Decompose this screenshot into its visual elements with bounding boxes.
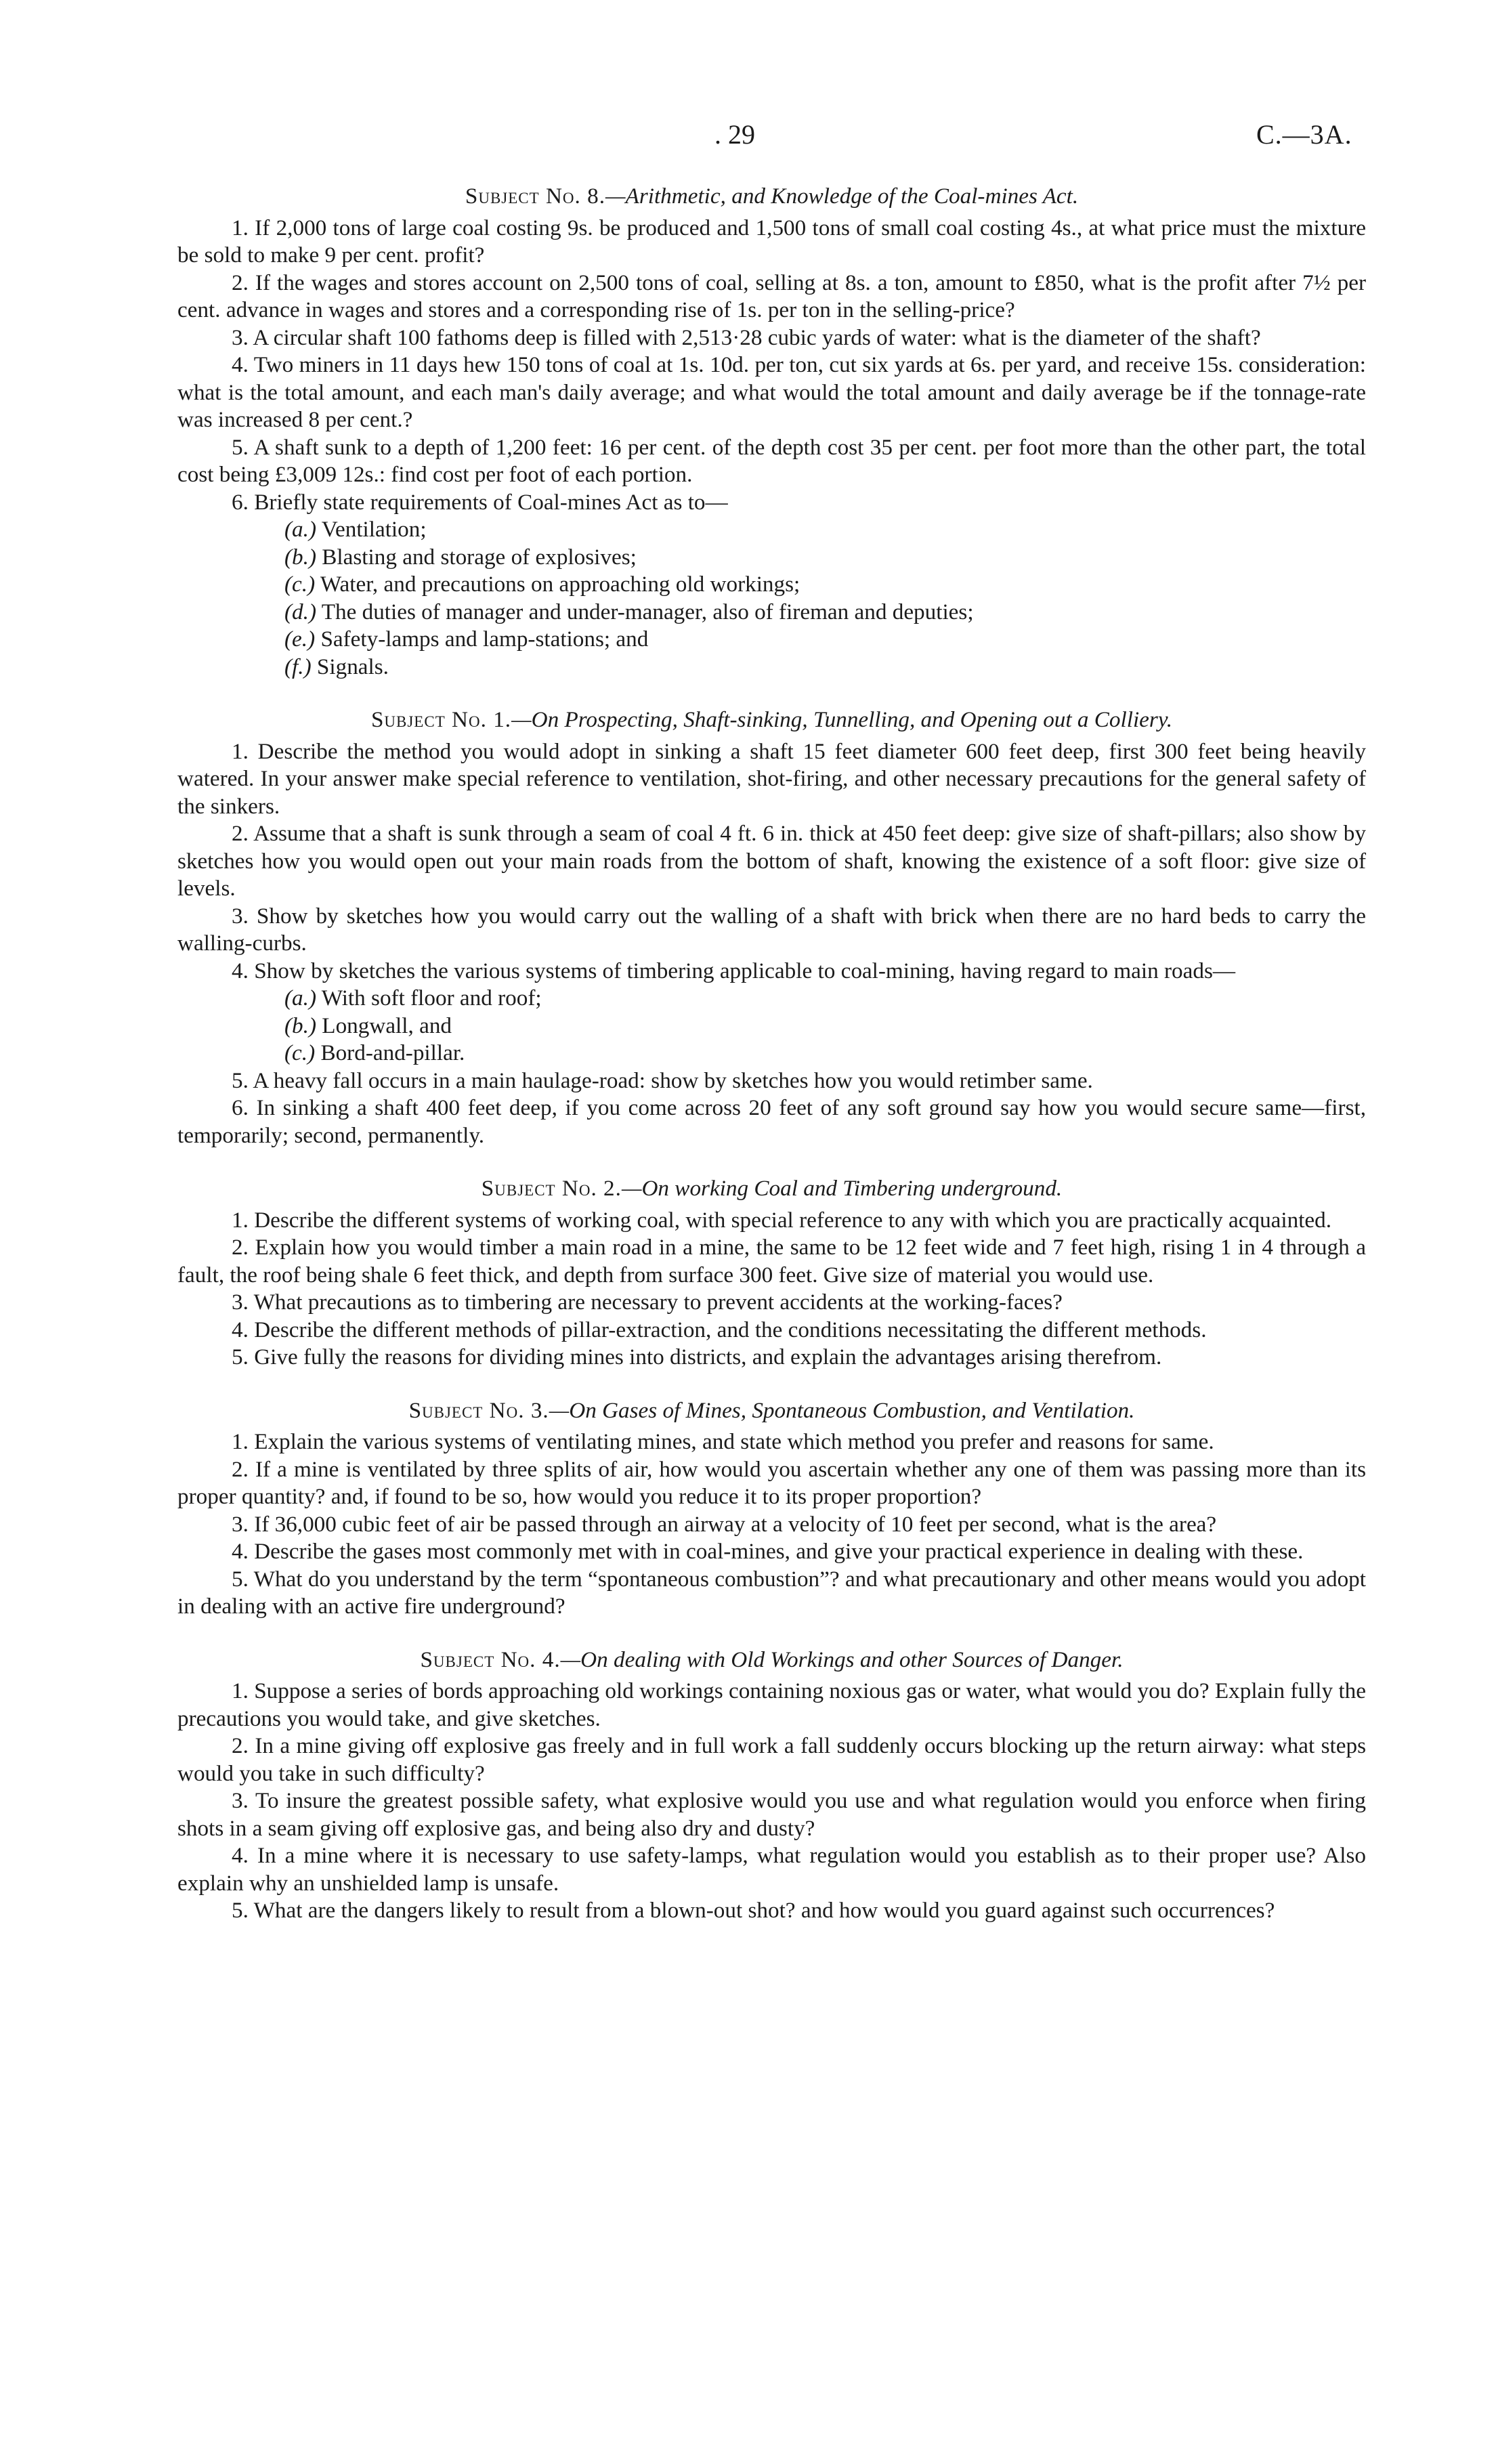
subject-heading [177, 1397, 1366, 1425]
sub-item-text: Signals. [316, 654, 389, 679]
question-sub-item [177, 1013, 1366, 1040]
subject-topic: —Arithmetic, and Knowledge of the Coal-mines Act. [605, 184, 1079, 209]
page-number: . 29 [714, 119, 755, 150]
subject-section [177, 1175, 1366, 1372]
subject-section [177, 183, 1366, 681]
question: 2. Explain how you would timber a main road in a mine, the same to be 12 feet wide and 7 feet high, rising 1 in 4 through a fault, the roof being shale 6 feet thick, and depth from surface 300 feet. Give size of material you would use. [177, 1235, 1366, 1288]
subject-number: Subject No. 4. [420, 1647, 561, 1672]
question-sub-item [177, 571, 1366, 599]
question: 4. Describe the gases most commonly met with in coal-mines, and give your practical experience in dealing with these. [232, 1539, 1304, 1564]
question: 2. If the wages and stores account on 2,500 tons of coal, selling at 8s. a ton, amount to £850, what is the profit after 7½ per cent. advance in wages and stores and a corresponding rise of 1s. per ton in the selling-price? [177, 270, 1366, 322]
question: 1. Describe the method you would adopt in sinking a shaft 15 feet diameter 600 feet deep, first 300 feet being heavily watered. In your answer make special reference to ventilation, shot-firing, and other necessary precautions for the general safety of the sinkers. [177, 738, 1366, 819]
sub-item-label: (c.) [284, 1040, 316, 1065]
subject-section [177, 1647, 1366, 1925]
sub-item-text: Safety-lamps and lamp-stations; and [320, 626, 649, 652]
subject-topic: —On dealing with Old Workings and other Sources of Danger. [560, 1647, 1124, 1672]
question-sub-item [177, 985, 1366, 1013]
question-sub-item [177, 544, 1366, 572]
question-sub-item [177, 599, 1366, 626]
page-header [0, 119, 1496, 159]
question: 1. Describe the different systems of working coal, with special reference to any with which you are practically acquainted. [232, 1207, 1332, 1233]
question: 4. Show by sketches the various systems of timbering applicable to coal-mining, having regard to main roads— [232, 958, 1236, 983]
subject-topic: —On Gases of Mines, Spontaneous Combustion, and Ventilation. [549, 1397, 1135, 1423]
question: 1. If 2,000 tons of large coal costing 9s. be produced and 1,500 tons of small coal costing 4s., at what price must the mixture be sold to make 9 per cent. profit? [177, 215, 1366, 268]
subject-topic: —On working Coal and Timbering underground. [621, 1176, 1063, 1201]
sub-item-text: Water, and precautions on approaching old workings; [320, 572, 800, 597]
sub-item-label: (a.) [284, 517, 316, 542]
question: 6. Briefly state requirements of Coal-mines Act as to— [232, 489, 728, 515]
question: 4. Describe the different methods of pillar-extraction, and the conditions necessitating the different methods. [232, 1317, 1207, 1342]
question: 2. If a mine is ventilated by three splits of air, how would you ascertain whether any one of them was passing more than its proper quantity? and, if found to be so, how would you reduce it to its proper proportion? [177, 1456, 1366, 1509]
sub-item-text: The duties of manager and under-manager, also of fireman and deputies; [321, 599, 974, 624]
subject-section [177, 1397, 1366, 1621]
question: 5. A heavy fall occurs in a main haulage-road: show by sketches how you would retimber same. [232, 1067, 1093, 1093]
subject-heading [177, 1647, 1366, 1674]
sub-item-label: (d.) [284, 599, 316, 624]
sub-item-label: (e.) [284, 626, 316, 652]
question: 5. What do you understand by the term “spontaneous combustion”? and what precautionary and other means would you adopt in dealing with an active fire underground? [177, 1566, 1366, 1619]
question-sub-item [177, 1040, 1366, 1067]
question: 5. What are the dangers likely to result from a blown-out shot? and how would you guard against such occurrences? [232, 1898, 1275, 1923]
question: 3. A circular shaft 100 fathoms deep is filled with 2,513·28 cubic yards of water: what is the diameter of the shaft? [232, 324, 1261, 350]
sub-item-label: (b.) [284, 544, 316, 570]
question: 6. In sinking a shaft 400 feet deep, if you come across 20 feet of any soft ground say how you would secure same—first, temporarily; second, permanently. [177, 1095, 1366, 1148]
subject-number: Subject No. 8. [465, 184, 606, 209]
question: 5. Give fully the reasons for dividing mines into districts, and explain the advantages arising therefrom. [232, 1344, 1162, 1369]
question: 4. Two miners in 11 days hew 150 tons of coal at 1s. 10d. per ton, cut six yards at 6s. per yard, and receive 15s. consideration: what is the total amount, and each man's daily average; and what would the total amount and daily average be if the tonnage-rate was increased 8 per cent.? [177, 352, 1366, 432]
sub-item-label: (c.) [284, 572, 316, 597]
question-sub-item [177, 626, 1366, 654]
question: 2. Assume that a shaft is sunk through a seam of coal 4 ft. 6 in. thick at 450 feet deep: give size of shaft-pillars; also show by sketches how you would open out your main roads from the bottom of shaft, knowing the existence of a soft floor: give size of levels. [177, 821, 1366, 901]
question: 3. Show by sketches how you would carry out the walling of a shaft with brick when there are no hard beds to carry the walling-curbs. [177, 903, 1366, 956]
sub-item-text: Bord-and-pillar. [320, 1040, 465, 1065]
subject-topic: —On Prospecting, Shaft-sinking, Tunnelling, and Opening out a Colliery. [511, 707, 1173, 732]
sub-item-text: Ventilation; [321, 517, 427, 542]
subject-heading [177, 183, 1366, 211]
question: 2. In a mine giving off explosive gas freely and in full work a fall suddenly occurs blocking up the return airway: what steps would you take in such difficulty? [177, 1733, 1366, 1786]
sub-item-text: Blasting and storage of explosives; [322, 544, 637, 570]
question: 1. Explain the various systems of ventilating mines, and state which method you prefer and reasons for same. [232, 1429, 1214, 1454]
document-reference: C.—3A. [1256, 119, 1352, 150]
subject-number: Subject No. 3. [408, 1397, 549, 1423]
question-sub-item [177, 516, 1366, 544]
question-sub-item [177, 654, 1366, 681]
subject-number: Subject No. 2. [481, 1176, 622, 1201]
sub-item-text: With soft floor and roof; [321, 985, 542, 1011]
question: 3. What precautions as to timbering are necessary to prevent accidents at the working-faces? [232, 1290, 1063, 1315]
sub-item-text: Longwall, and [322, 1013, 452, 1038]
subject-heading [177, 706, 1366, 734]
subject-number: Subject No. 1. [370, 707, 512, 732]
sub-item-label: (b.) [284, 1013, 316, 1038]
question: 3. To insure the greatest possible safety, what explosive would you use and what regulation would you enforce when firing shots in a seam giving off explosive gas, and being also dry and dusty? [177, 1788, 1366, 1841]
question: 4. In a mine where it is necessary to use safety-lamps, what regulation would you establish as to their proper use? Also explain why an unshielded lamp is unsafe. [177, 1843, 1366, 1896]
question: 3. If 36,000 cubic feet of air be passed through an airway at a velocity of 10 feet per second, what is the area? [232, 1511, 1217, 1537]
subject-heading [177, 1175, 1366, 1203]
sub-item-label: (a.) [284, 985, 316, 1011]
question: 1. Suppose a series of bords approaching old workings containing noxious gas or water, what would you do? Explain fully the precautions you would take, and give sketches. [177, 1678, 1366, 1731]
sub-item-label: (f.) [284, 654, 312, 679]
subject-section [177, 706, 1366, 1149]
document-body [177, 183, 1366, 1951]
question: 5. A shaft sunk to a depth of 1,200 feet: 16 per cent. of the depth cost 35 per cent. per foot more than the other part, the total cost being £3,009 12s.: find cost per foot of each portion. [177, 434, 1366, 487]
